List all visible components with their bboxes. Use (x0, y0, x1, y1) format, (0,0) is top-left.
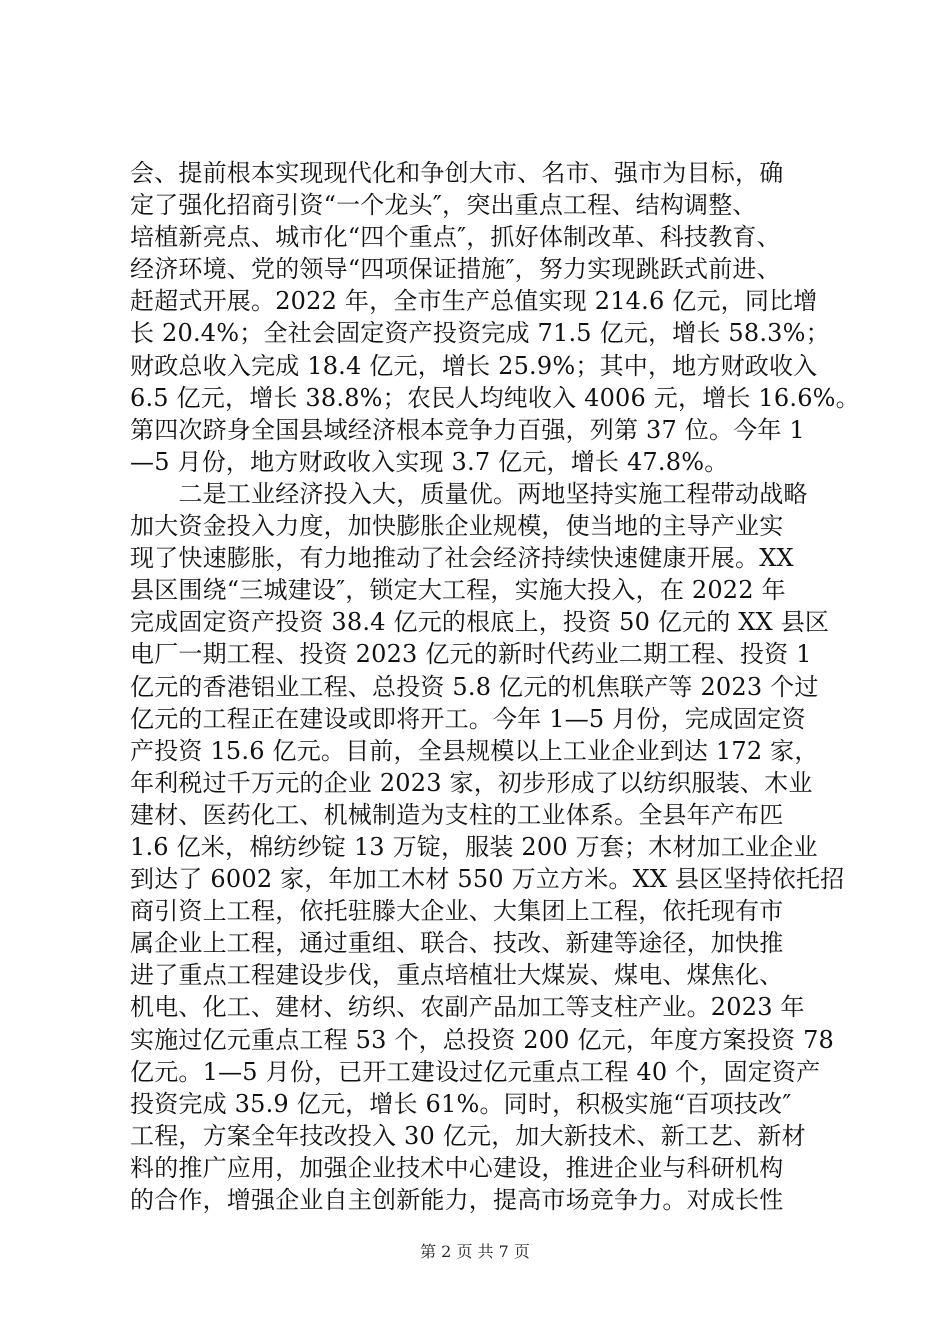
page-footer (0, 1240, 950, 1264)
text-line: 电厂一期工程、投资 2023 亿元的新时代药业二期工程、投资 1 (130, 640, 812, 669)
text-line: 加大资金投入力度，加快膨胀企业规模，使当地的主导产业实 (130, 512, 784, 541)
text-line: 赶超式开展。2022 年，全市生产总值实现 214.6 亿元，同比增 (130, 287, 818, 316)
text-line: 经济环境、党的领导“四项保证措施″，努力实现跳跃式前进、 (130, 255, 781, 284)
text-line: 培植新亮点、城市化“四个重点″，抓好体制改革、科技教育、 (130, 223, 781, 252)
text-line: 亿元的工程正在建设或即将开工。今年 1—5 月份，完成固定资 (130, 704, 806, 733)
text-line: 产投资 15.6 亿元。目前，全县规模以上工业企业到达 172 家， (130, 736, 819, 765)
text-line: 第四次跻身全国县域经济根本竞争力百强，列第 37 位。今年 1 (130, 415, 805, 444)
text-line: 完成固定资产投资 38.4 亿元的根底上，投资 50 亿元的 XX 县区 (130, 608, 830, 637)
text-line: —5 月份，地方财政收入实现 3.7 亿元，增长 47.8%。 (130, 447, 729, 476)
text-line: 现了快速膨胀，有力地推动了社会经济持续快速健康开展。XX (130, 544, 794, 573)
text-line: 投资完成 35.9 亿元，增长 61%。同时，积极实施“百项技改″ (130, 1089, 792, 1118)
text-line: 工程，方案全年技改投入 30 亿元，加大新技术、新工艺、新材 (130, 1121, 806, 1150)
text-line: 的合作，增强企业自主创新能力，提高市场竞争力。对成长性 (130, 1186, 784, 1214)
text-line: 6.5 亿元，增长 38.8%；农民人均纯收入 4006 元，增长 16.6%。 (130, 383, 860, 412)
text-line: 县区围绕“三城建设″，锁定大工程，实施大投入，在 2022 年 (130, 576, 786, 605)
page-number: 第 2 页 共 7 页 (420, 1242, 530, 1261)
text-line: 属企业上工程，通过重组、联合、技改、新建等途径，加快推 (130, 929, 784, 958)
text-line: 1.6 亿米，棉纺纱锭 13 万锭，服装 200 万套；木材加工业企业 (130, 832, 818, 861)
text-line: 实施过亿元重点工程 53 个，总投资 200 亿元，年度方案投资 78 (130, 1025, 835, 1054)
body-text (130, 157, 860, 1216)
text-line: 会、提前根本实现现代化和争创大市、名市、强市为目标，确 (130, 159, 784, 187)
text-line: 机电、化工、建材、纺织、农副产品加工等支柱产业。2023 年 (130, 993, 805, 1022)
text-line: 财政总收入完成 18.4 亿元，增长 25.9%；其中，地方财政收入 (130, 351, 818, 380)
text-line: 建材、医药化工、机械制造为支柱的工业体系。全县年产布匹 (130, 800, 784, 829)
text-line: 定了强化招商引资“一个龙头″，突出重点工程、结构调整、 (130, 191, 757, 220)
text-line: 料的推广应用，加强企业技术中心建设，推进企业与科研机构 (130, 1153, 784, 1182)
text-line: 亿元。1—5 月份，已开工建设过亿元重点工程 40 个，固定资产 (130, 1057, 821, 1086)
text-line: 年利税过千万元的企业 2023 家，初步形成了以纺织服装、木业 (130, 768, 813, 797)
text-line: 商引资上工程，依托驻滕大企业、大集团上工程，依托现有市 (130, 897, 784, 926)
text-line: 二是工业经济投入大，质量优。两地坚持实施工程带动战略 (130, 479, 808, 508)
text-line: 到达了 6002 家，年加工木材 550 万立方米。XX 县区坚持依托招 (130, 865, 845, 894)
text-line: 长 20.4%；全社会固定资产投资完成 71.5 亿元，增长 58.3%； (130, 319, 830, 348)
text-line: 亿元的香港铝业工程、总投资 5.8 亿元的机焦联产等 2023 个过 (130, 672, 819, 701)
text-line: 进了重点工程建设步伐，重点培植壮大煤炭、煤电、煤焦化、 (130, 961, 784, 990)
